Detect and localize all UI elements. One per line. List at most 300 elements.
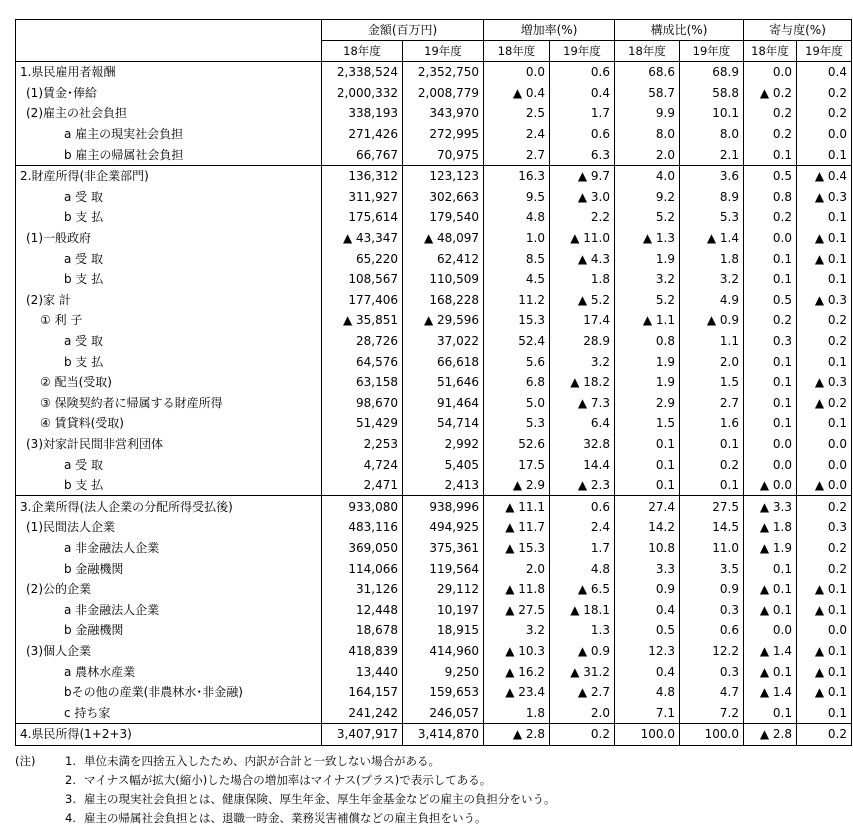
value-cell: 5.2 xyxy=(615,207,680,228)
table-row xyxy=(16,269,852,290)
value-cell: ▲ 11.7 xyxy=(484,517,550,538)
header-year-19: 19年度 xyxy=(403,41,484,62)
value-cell: ▲ 5.2 xyxy=(550,290,615,311)
value-cell: 483,116 xyxy=(322,517,403,538)
value-cell: 4.0 xyxy=(615,165,680,186)
value-cell: ▲ 0.2 xyxy=(797,393,852,414)
value-cell: 3.2 xyxy=(615,269,680,290)
value-cell: 159,653 xyxy=(403,682,484,703)
value-cell: ▲ 6.5 xyxy=(550,579,615,600)
note-number: 2. xyxy=(65,773,76,787)
table-row xyxy=(16,144,852,165)
value-cell: ▲ 18.2 xyxy=(550,372,615,393)
value-cell: 27.5 xyxy=(680,496,744,517)
value-cell: 63,158 xyxy=(322,372,403,393)
value-cell: 0.5 xyxy=(744,165,797,186)
value-cell: 0.2 xyxy=(797,83,852,104)
value-cell: 2.2 xyxy=(550,207,615,228)
value-cell: 62,412 xyxy=(403,248,484,269)
value-cell: ▲ 0.1 xyxy=(744,599,797,620)
value-cell: ▲ 0.3 xyxy=(797,372,852,393)
value-cell: 12,448 xyxy=(322,599,403,620)
row-label: ④ 賃貸料(受取) xyxy=(16,413,322,434)
value-cell: 4.8 xyxy=(484,207,550,228)
value-cell: 12.2 xyxy=(680,641,744,662)
value-cell: 2.1 xyxy=(680,144,744,165)
table-row xyxy=(16,620,852,641)
value-cell: 0.5 xyxy=(615,620,680,641)
value-cell: ▲ 27.5 xyxy=(484,599,550,620)
value-cell: 2.0 xyxy=(615,144,680,165)
table-row xyxy=(16,682,852,703)
header-amount: 金額(百万円) xyxy=(322,20,484,41)
value-cell: 0.1 xyxy=(797,269,852,290)
value-cell: 0.2 xyxy=(797,558,852,579)
table-row xyxy=(16,517,852,538)
value-cell: 27.4 xyxy=(615,496,680,517)
value-cell: 0.1 xyxy=(744,702,797,723)
value-cell: 32.8 xyxy=(550,434,615,455)
value-cell: 114,066 xyxy=(322,558,403,579)
value-cell: 0.0 xyxy=(744,620,797,641)
value-cell: ▲ 2.3 xyxy=(550,475,615,496)
value-cell: 0.2 xyxy=(797,496,852,517)
row-label: bその他の産業(非農林水･非金融) xyxy=(16,682,322,703)
value-cell: 3,407,917 xyxy=(322,724,403,746)
value-cell: 0.1 xyxy=(797,144,852,165)
value-cell: 29,112 xyxy=(403,579,484,600)
value-cell: 4,724 xyxy=(322,454,403,475)
value-cell: 302,663 xyxy=(403,187,484,208)
row-label: b 支 払 xyxy=(16,475,322,496)
table-row xyxy=(16,661,852,682)
value-cell: ▲ 0.1 xyxy=(744,579,797,600)
value-cell: ▲ 35,851 xyxy=(322,310,403,331)
row-label: a 雇主の現実社会負担 xyxy=(16,124,322,145)
value-cell: 98,670 xyxy=(322,393,403,414)
value-cell: 17.5 xyxy=(484,454,550,475)
value-cell: 1.6 xyxy=(680,413,744,434)
value-cell: 0.1 xyxy=(615,454,680,475)
note-number: 4. xyxy=(65,811,76,825)
value-cell: 0.1 xyxy=(615,434,680,455)
value-cell: 343,970 xyxy=(403,103,484,124)
value-cell: ▲ 0.9 xyxy=(680,310,744,331)
value-cell: ▲ 11.0 xyxy=(550,228,615,249)
value-cell: 2,471 xyxy=(322,475,403,496)
table-row xyxy=(16,290,852,311)
value-cell: 68.6 xyxy=(615,62,680,83)
income-table-container xyxy=(15,19,852,746)
header-year-18: 18年度 xyxy=(322,41,403,62)
value-cell: 0.2 xyxy=(797,538,852,559)
value-cell: 3.2 xyxy=(680,269,744,290)
note-number: 3. xyxy=(65,792,76,806)
row-label: (3)対家計民間非営利団体 xyxy=(16,434,322,455)
value-cell: ▲ 11.1 xyxy=(484,496,550,517)
value-cell: ▲ 1.1 xyxy=(615,310,680,331)
value-cell: 0.1 xyxy=(744,558,797,579)
value-cell: 0.2 xyxy=(744,207,797,228)
value-cell: 28,726 xyxy=(322,331,403,352)
note-line xyxy=(15,752,556,771)
value-cell: 8.0 xyxy=(680,124,744,145)
value-cell: ▲ 0.4 xyxy=(484,83,550,104)
value-cell: 0.1 xyxy=(615,475,680,496)
value-cell: 8.5 xyxy=(484,248,550,269)
value-cell: ▲ 0.1 xyxy=(797,579,852,600)
value-cell: 933,080 xyxy=(322,496,403,517)
value-cell: ▲ 0.1 xyxy=(797,661,852,682)
value-cell: 51,646 xyxy=(403,372,484,393)
note-line xyxy=(15,771,556,790)
value-cell: 0.6 xyxy=(550,62,615,83)
value-cell: 7.1 xyxy=(615,702,680,723)
value-cell: 5.6 xyxy=(484,351,550,372)
value-cell: 17.4 xyxy=(550,310,615,331)
table-row xyxy=(16,187,852,208)
value-cell: 2.4 xyxy=(550,517,615,538)
header-year-18: 18年度 xyxy=(744,41,797,62)
row-label: b 支 払 xyxy=(16,351,322,372)
row-label: 3.企業所得(法人企業の分配所得受払後) xyxy=(16,496,322,517)
value-cell: 0.2 xyxy=(797,331,852,352)
value-cell: 3.2 xyxy=(484,620,550,641)
value-cell: 2,352,750 xyxy=(403,62,484,83)
row-label: c 持ち家 xyxy=(16,702,322,723)
value-cell: ▲ 1.8 xyxy=(744,517,797,538)
value-cell: 136,312 xyxy=(322,165,403,186)
value-cell: 1.8 xyxy=(550,269,615,290)
row-label: ③ 保険契約者に帰属する財産所得 xyxy=(16,393,322,414)
value-cell: 246,057 xyxy=(403,702,484,723)
value-cell: 18,915 xyxy=(403,620,484,641)
table-row xyxy=(16,103,852,124)
value-cell: 0.1 xyxy=(744,393,797,414)
value-cell: ▲ 0.1 xyxy=(797,228,852,249)
value-cell: 3.6 xyxy=(680,165,744,186)
table-row xyxy=(16,579,852,600)
value-cell: 1.7 xyxy=(550,103,615,124)
row-label: (1)賃金･俸給 xyxy=(16,83,322,104)
row-label: (1)民間法人企業 xyxy=(16,517,322,538)
table-row xyxy=(16,351,852,372)
value-cell: 494,925 xyxy=(403,517,484,538)
value-cell: 0.4 xyxy=(797,62,852,83)
note-text: マイナス幅が拡大(縮小)した場合の増加率はマイナス(プラス)で表示してある。 xyxy=(84,773,492,787)
header-year-19: 19年度 xyxy=(550,41,615,62)
table-row xyxy=(16,372,852,393)
value-cell: 0.1 xyxy=(797,351,852,372)
value-cell: 164,157 xyxy=(322,682,403,703)
value-cell: 3,414,870 xyxy=(403,724,484,746)
value-cell: 1.9 xyxy=(615,248,680,269)
value-cell: 6.4 xyxy=(550,413,615,434)
value-cell: 18,678 xyxy=(322,620,403,641)
value-cell: 2,000,332 xyxy=(322,83,403,104)
value-cell: 52.6 xyxy=(484,434,550,455)
prefectural-income-table xyxy=(15,19,852,746)
value-cell: 52.4 xyxy=(484,331,550,352)
table-row xyxy=(16,702,852,723)
table-row xyxy=(16,558,852,579)
value-cell: ▲ 0.3 xyxy=(797,187,852,208)
value-cell: 9.2 xyxy=(615,187,680,208)
row-label: b 雇主の帰属社会負担 xyxy=(16,144,322,165)
table-row xyxy=(16,496,852,517)
row-label: b 支 払 xyxy=(16,269,322,290)
value-cell: 10.8 xyxy=(615,538,680,559)
value-cell: 0.2 xyxy=(744,124,797,145)
value-cell: 1.8 xyxy=(680,248,744,269)
table-row xyxy=(16,724,852,746)
value-cell: ▲ 0.1 xyxy=(797,641,852,662)
row-label: a 農林水産業 xyxy=(16,661,322,682)
row-label: b 金融機関 xyxy=(16,558,322,579)
value-cell: 100.0 xyxy=(680,724,744,746)
value-cell: 0.3 xyxy=(680,661,744,682)
value-cell: ▲ 0.1 xyxy=(797,248,852,269)
row-label: b 金融機関 xyxy=(16,620,322,641)
value-cell: 28.9 xyxy=(550,331,615,352)
value-cell: ▲ 43,347 xyxy=(322,228,403,249)
value-cell: ▲ 18.1 xyxy=(550,599,615,620)
table-row xyxy=(16,207,852,228)
value-cell: 0.1 xyxy=(797,207,852,228)
value-cell: 37,022 xyxy=(403,331,484,352)
value-cell: 0.6 xyxy=(550,496,615,517)
value-cell: 311,927 xyxy=(322,187,403,208)
table-row xyxy=(16,248,852,269)
value-cell: 16.3 xyxy=(484,165,550,186)
value-cell: 14.4 xyxy=(550,454,615,475)
row-label: b 支 払 xyxy=(16,207,322,228)
value-cell: 6.8 xyxy=(484,372,550,393)
value-cell: ▲ 1.3 xyxy=(615,228,680,249)
row-label: (3)個人企業 xyxy=(16,641,322,662)
value-cell: ▲ 23.4 xyxy=(484,682,550,703)
value-cell: 1.1 xyxy=(680,331,744,352)
value-cell: 100.0 xyxy=(615,724,680,746)
value-cell: 58.7 xyxy=(615,83,680,104)
value-cell: ▲ 16.2 xyxy=(484,661,550,682)
row-label: a 受 取 xyxy=(16,331,322,352)
value-cell: 0.0 xyxy=(744,228,797,249)
value-cell: 2.0 xyxy=(484,558,550,579)
value-cell: 938,996 xyxy=(403,496,484,517)
value-cell: ▲ 0.4 xyxy=(797,165,852,186)
header-year-18: 18年度 xyxy=(615,41,680,62)
value-cell: 31,126 xyxy=(322,579,403,600)
row-label: (2)雇主の社会負担 xyxy=(16,103,322,124)
value-cell: 1.5 xyxy=(615,413,680,434)
value-cell: 1.9 xyxy=(615,372,680,393)
table-row xyxy=(16,124,852,145)
row-label: ② 配当(受取) xyxy=(16,372,322,393)
value-cell: 0.0 xyxy=(744,454,797,475)
row-label: a 非金融法人企業 xyxy=(16,538,322,559)
value-cell: 9.9 xyxy=(615,103,680,124)
value-cell: 0.1 xyxy=(744,413,797,434)
value-cell: 10,197 xyxy=(403,599,484,620)
row-label: 4.県民所得(1+2+3) xyxy=(16,724,322,746)
value-cell: ▲ 3.0 xyxy=(550,187,615,208)
value-cell: 119,564 xyxy=(403,558,484,579)
header-year-19: 19年度 xyxy=(680,41,744,62)
value-cell: ▲ 1.9 xyxy=(744,538,797,559)
value-cell: 66,767 xyxy=(322,144,403,165)
value-cell: 0.1 xyxy=(797,413,852,434)
value-cell: ▲ 0.9 xyxy=(550,641,615,662)
value-cell: 0.2 xyxy=(744,310,797,331)
value-cell: 110,509 xyxy=(403,269,484,290)
value-cell: ▲ 11.8 xyxy=(484,579,550,600)
table-row xyxy=(16,641,852,662)
table-row xyxy=(16,454,852,475)
header-composition-ratio: 構成比(%) xyxy=(615,20,744,41)
value-cell: 0.1 xyxy=(744,351,797,372)
value-cell: ▲ 31.2 xyxy=(550,661,615,682)
value-cell: 1.7 xyxy=(550,538,615,559)
value-cell: ▲ 10.3 xyxy=(484,641,550,662)
value-cell: 6.3 xyxy=(550,144,615,165)
header-year-19: 19年度 xyxy=(797,41,852,62)
row-label: (1)一般政府 xyxy=(16,228,322,249)
row-label: a 受 取 xyxy=(16,454,322,475)
value-cell: 241,242 xyxy=(322,702,403,723)
value-cell: 0.1 xyxy=(680,434,744,455)
value-cell: ▲ 7.3 xyxy=(550,393,615,414)
value-cell: 2.9 xyxy=(615,393,680,414)
value-cell: 0.4 xyxy=(615,599,680,620)
header-growth-rate: 増加率(%) xyxy=(484,20,615,41)
value-cell: ▲ 2.7 xyxy=(550,682,615,703)
value-cell: 271,426 xyxy=(322,124,403,145)
value-cell: 0.0 xyxy=(797,454,852,475)
value-cell: 0.1 xyxy=(744,248,797,269)
value-cell: ▲ 1.4 xyxy=(744,641,797,662)
value-cell: 0.2 xyxy=(744,103,797,124)
value-cell: 1.9 xyxy=(615,351,680,372)
value-cell: 0.3 xyxy=(797,517,852,538)
note-text: 雇主の現実社会負担とは、健康保険、厚生年金、厚生年金基金などの雇主の負担分をいう。 xyxy=(84,792,556,806)
value-cell: 0.0 xyxy=(797,620,852,641)
table-row xyxy=(16,310,852,331)
value-cell: 2.7 xyxy=(680,393,744,414)
row-label: 1.県民雇用者報酬 xyxy=(16,62,322,83)
value-cell: 418,839 xyxy=(322,641,403,662)
header-blank-cell xyxy=(16,20,322,62)
value-cell: 0.6 xyxy=(550,124,615,145)
value-cell: 2.4 xyxy=(484,124,550,145)
value-cell: 0.5 xyxy=(744,290,797,311)
value-cell: 51,429 xyxy=(322,413,403,434)
value-cell: 9,250 xyxy=(403,661,484,682)
value-cell: 2.0 xyxy=(680,351,744,372)
value-cell: 64,576 xyxy=(322,351,403,372)
value-cell: 68.9 xyxy=(680,62,744,83)
value-cell: 7.2 xyxy=(680,702,744,723)
value-cell: 1.8 xyxy=(484,702,550,723)
value-cell: 0.2 xyxy=(550,724,615,746)
value-cell: 0.2 xyxy=(797,103,852,124)
value-cell: 0.1 xyxy=(744,144,797,165)
value-cell: ▲ 1.4 xyxy=(680,228,744,249)
value-cell: ▲ 2.8 xyxy=(484,724,550,746)
value-cell: 1.3 xyxy=(550,620,615,641)
value-cell: ▲ 1.4 xyxy=(744,682,797,703)
value-cell: 15.3 xyxy=(484,310,550,331)
value-cell: 10.1 xyxy=(680,103,744,124)
row-label: (2)家 計 xyxy=(16,290,322,311)
value-cell: 2.5 xyxy=(484,103,550,124)
table-row xyxy=(16,475,852,496)
value-cell: ▲ 0.1 xyxy=(744,661,797,682)
value-cell: 123,123 xyxy=(403,165,484,186)
table-row xyxy=(16,538,852,559)
value-cell: 369,050 xyxy=(322,538,403,559)
table-row xyxy=(16,393,852,414)
value-cell: 0.0 xyxy=(744,434,797,455)
value-cell: ▲ 0.3 xyxy=(797,290,852,311)
value-cell: 175,614 xyxy=(322,207,403,228)
value-cell: 179,540 xyxy=(403,207,484,228)
value-cell: 0.2 xyxy=(680,454,744,475)
value-cell: 65,220 xyxy=(322,248,403,269)
value-cell: 2,253 xyxy=(322,434,403,455)
value-cell: 4.7 xyxy=(680,682,744,703)
notes-section xyxy=(15,752,556,828)
notes-prefix: (注) xyxy=(15,754,36,768)
value-cell: 70,975 xyxy=(403,144,484,165)
value-cell: 8.9 xyxy=(680,187,744,208)
value-cell: 5.2 xyxy=(615,290,680,311)
value-cell: 0.1 xyxy=(680,475,744,496)
value-cell: 108,567 xyxy=(322,269,403,290)
value-cell: 375,361 xyxy=(403,538,484,559)
value-cell: 4.9 xyxy=(680,290,744,311)
value-cell: ▲ 2.8 xyxy=(744,724,797,746)
value-cell: 0.1 xyxy=(797,702,852,723)
value-cell: 2.7 xyxy=(484,144,550,165)
value-cell: 2.0 xyxy=(550,702,615,723)
value-cell: 168,228 xyxy=(403,290,484,311)
value-cell: 5.0 xyxy=(484,393,550,414)
value-cell: 338,193 xyxy=(322,103,403,124)
value-cell: ▲ 0.1 xyxy=(797,682,852,703)
value-cell: ▲ 0.0 xyxy=(797,475,852,496)
value-cell: 2,338,524 xyxy=(322,62,403,83)
value-cell: 0.1 xyxy=(744,372,797,393)
header-row-groups xyxy=(16,20,852,41)
value-cell: 0.0 xyxy=(797,434,852,455)
header-year-18: 18年度 xyxy=(484,41,550,62)
table-row xyxy=(16,434,852,455)
note-line xyxy=(15,790,556,809)
value-cell: ▲ 29,596 xyxy=(403,310,484,331)
value-cell: ▲ 2.9 xyxy=(484,475,550,496)
table-row xyxy=(16,228,852,249)
value-cell: 66,618 xyxy=(403,351,484,372)
value-cell: ▲ 15.3 xyxy=(484,538,550,559)
value-cell: 1.0 xyxy=(484,228,550,249)
value-cell: 4.8 xyxy=(615,682,680,703)
value-cell: 12.3 xyxy=(615,641,680,662)
value-cell: 0.3 xyxy=(680,599,744,620)
value-cell: ▲ 9.7 xyxy=(550,165,615,186)
value-cell: 0.2 xyxy=(797,310,852,331)
value-cell: 0.6 xyxy=(680,620,744,641)
